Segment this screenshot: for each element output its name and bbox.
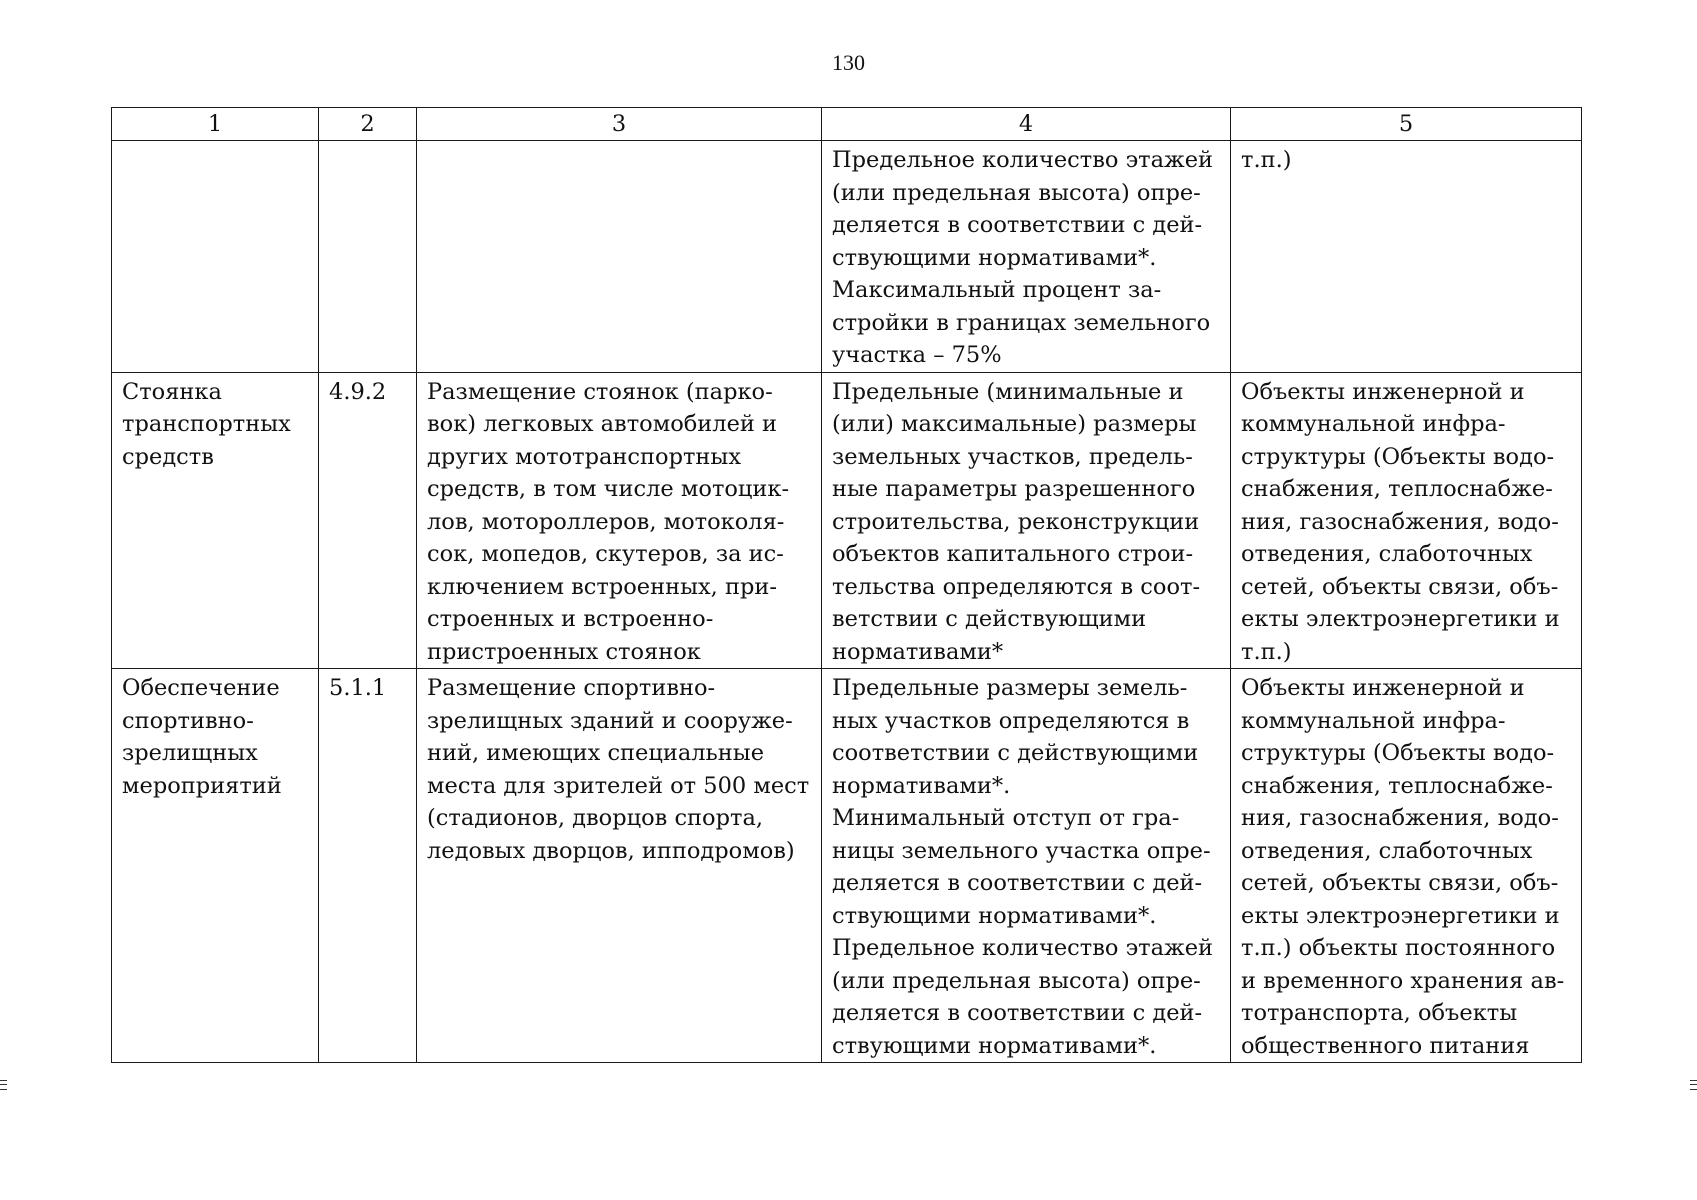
cell-text-line: т.п.) объекты постоянного: [1241, 935, 1556, 961]
cell-text-line: т.п.): [1241, 638, 1292, 665]
cell-text-line: других мототранспортных: [427, 443, 742, 470]
cell-text-line: Объекты инженерной и: [1241, 378, 1525, 405]
column-header: 1: [112, 108, 319, 141]
cell-text-line: т.п.): [1241, 147, 1292, 173]
cell-code: [319, 669, 417, 1063]
cell-text-line: общественного питания: [1241, 1032, 1530, 1059]
cell-text-line: Размещение стоянок (парко-: [427, 378, 773, 405]
cell-text-line: средств: [122, 443, 214, 470]
cell-code: [319, 141, 417, 373]
cell-text-line: зрелищных зданий и сооруже-: [427, 707, 793, 734]
cell-text-line: зрелищных: [122, 740, 258, 766]
column-header: 3: [417, 108, 822, 141]
cell-description: [417, 669, 822, 1063]
cell-text-line: ледовых дворцов, ипподромов): [427, 837, 795, 864]
cell-text-line: снабжения, теплоснабже-: [1241, 476, 1553, 502]
cell-text-line: Стоянка: [122, 378, 222, 405]
cell-text-line: сок, мопедов, скутеров, за ис-: [427, 541, 784, 567]
cell-text-line: стройки в границах земельного: [832, 309, 1211, 336]
cell-text-line: ветствии с действующими: [832, 606, 1147, 632]
cell-text-line: земельных участков, предель-: [832, 443, 1193, 470]
column-header: 5: [1231, 108, 1582, 141]
cell-text-line: места для зрителей от 500 мест: [427, 772, 810, 799]
cell-text-line: пристроенных стоянок: [427, 638, 701, 665]
page-number: 130: [832, 50, 865, 75]
cell-text-line: средств, в том числе мотоцик-: [427, 476, 790, 502]
cell-text-line: лов, мотороллеров, мотоколя-: [427, 508, 785, 535]
cell-text-line: отведения, слаботочных: [1241, 541, 1533, 567]
cell-text-line: Обеспечение: [122, 675, 280, 701]
cell-text-line: Предельное количество этажей: [832, 147, 1214, 173]
cell-text-line: ницы земельного участка опре-: [832, 837, 1211, 864]
cell-text-line: сетей, объекты связи, объ-: [1241, 870, 1559, 896]
left-margin-mark: [0, 1080, 7, 1090]
cell-text-line: и временного хранения ав-: [1241, 967, 1565, 994]
cell-text-line: ключением встроенных, при-: [427, 573, 777, 600]
cell-text-line: сетей, объекты связи, объ-: [1241, 573, 1559, 600]
cell-text-line: Объекты инженерной и: [1241, 675, 1525, 701]
cell-text-line: тельства определяются в соот-: [832, 573, 1201, 600]
cell-text-line: Предельные размеры земель-: [832, 675, 1188, 701]
cell-text-line: деляется в соответствии с дей-: [832, 1000, 1203, 1026]
cell-auxiliary: [1231, 669, 1582, 1063]
right-margin-mark: [1690, 1080, 1697, 1090]
cell-text-line: ствующими нормативами*.: [832, 1032, 1157, 1059]
cell-text-line: структуры (Объекты водо-: [1241, 443, 1555, 470]
cell-text-line: (или) максимальные) размеры: [832, 411, 1197, 437]
cell-text-line: мероприятий: [122, 772, 282, 799]
cell-auxiliary: [1231, 141, 1582, 373]
column-header: 2: [319, 108, 417, 141]
table-row: [112, 372, 1582, 669]
cell-text-line: ных участков определяются в: [832, 707, 1190, 734]
regulations-table: [111, 107, 1582, 1063]
cell-code: [319, 372, 417, 669]
cell-text-line: ные параметры разрешенного: [832, 476, 1196, 502]
cell-text-line: 5.1.1: [329, 675, 387, 701]
cell-text-line: (или предельная высота) опре-: [832, 967, 1201, 994]
cell-text-line: екты электроэнергетики и: [1241, 606, 1560, 632]
cell-text-line: Минимальный отступ от гра-: [832, 805, 1180, 831]
cell-text-line: соответствии с действующими: [832, 740, 1199, 766]
cell-text-line: коммунальной инфра-: [1241, 411, 1506, 437]
cell-name: [112, 141, 319, 373]
cell-text-line: нормативами*: [832, 638, 1004, 665]
table-row: [112, 141, 1582, 373]
cell-text-line: ния, газоснабжения, водо-: [1241, 805, 1559, 831]
cell-text-line: Предельное количество этажей: [832, 935, 1214, 961]
cell-text-line: участка – 75%: [832, 342, 1002, 368]
cell-text-line: строительства, реконструкции: [832, 508, 1200, 535]
cell-text-line: ствующими нормативами*.: [832, 902, 1157, 929]
cell-text-line: Максимальный процент за-: [832, 277, 1162, 303]
table-row: [112, 669, 1582, 1063]
column-header: 4: [822, 108, 1231, 141]
cell-description: [417, 141, 822, 373]
cell-description: [417, 372, 822, 669]
cell-parameters: [822, 372, 1231, 669]
cell-parameters: [822, 669, 1231, 1063]
cell-name: [112, 372, 319, 669]
cell-text-line: тотранспорта, объекты: [1241, 1000, 1518, 1026]
cell-text-line: нормативами*.: [832, 772, 1011, 799]
cell-text-line: объектов капитального строи-: [832, 541, 1194, 567]
cell-text-line: деляется в соответствии с дей-: [832, 212, 1203, 238]
cell-text-line: структуры (Объекты водо-: [1241, 740, 1555, 766]
cell-text-line: Предельные (минимальные и: [832, 378, 1184, 405]
cell-auxiliary: [1231, 372, 1582, 669]
cell-text-line: транспортных: [122, 411, 291, 437]
cell-text-line: ствующими нормативами*.: [832, 244, 1157, 271]
cell-text-line: Размещение спортивно-: [427, 675, 716, 701]
cell-parameters: [822, 141, 1231, 373]
cell-text-line: ний, имеющих специальные: [427, 740, 765, 766]
cell-text-line: деляется в соответствии с дей-: [832, 870, 1203, 896]
cell-text-line: (стадионов, дворцов спорта,: [427, 805, 764, 831]
cell-text-line: (или предельная высота) опре-: [832, 179, 1201, 206]
cell-text-line: вок) легковых автомобилей и: [427, 411, 778, 437]
cell-text-line: строенных и встроенно-: [427, 606, 714, 632]
cell-text-line: екты электроэнергетики и: [1241, 902, 1560, 929]
cell-text-line: 4.9.2: [329, 378, 387, 405]
cell-text-line: снабжения, теплоснабже-: [1241, 772, 1553, 799]
cell-text-line: отведения, слаботочных: [1241, 837, 1533, 864]
cell-name: [112, 669, 319, 1063]
cell-text-line: ния, газоснабжения, водо-: [1241, 508, 1559, 535]
table-header-row: [112, 108, 1582, 141]
cell-text-line: спортивно-: [122, 707, 254, 734]
cell-text-line: коммунальной инфра-: [1241, 707, 1506, 734]
